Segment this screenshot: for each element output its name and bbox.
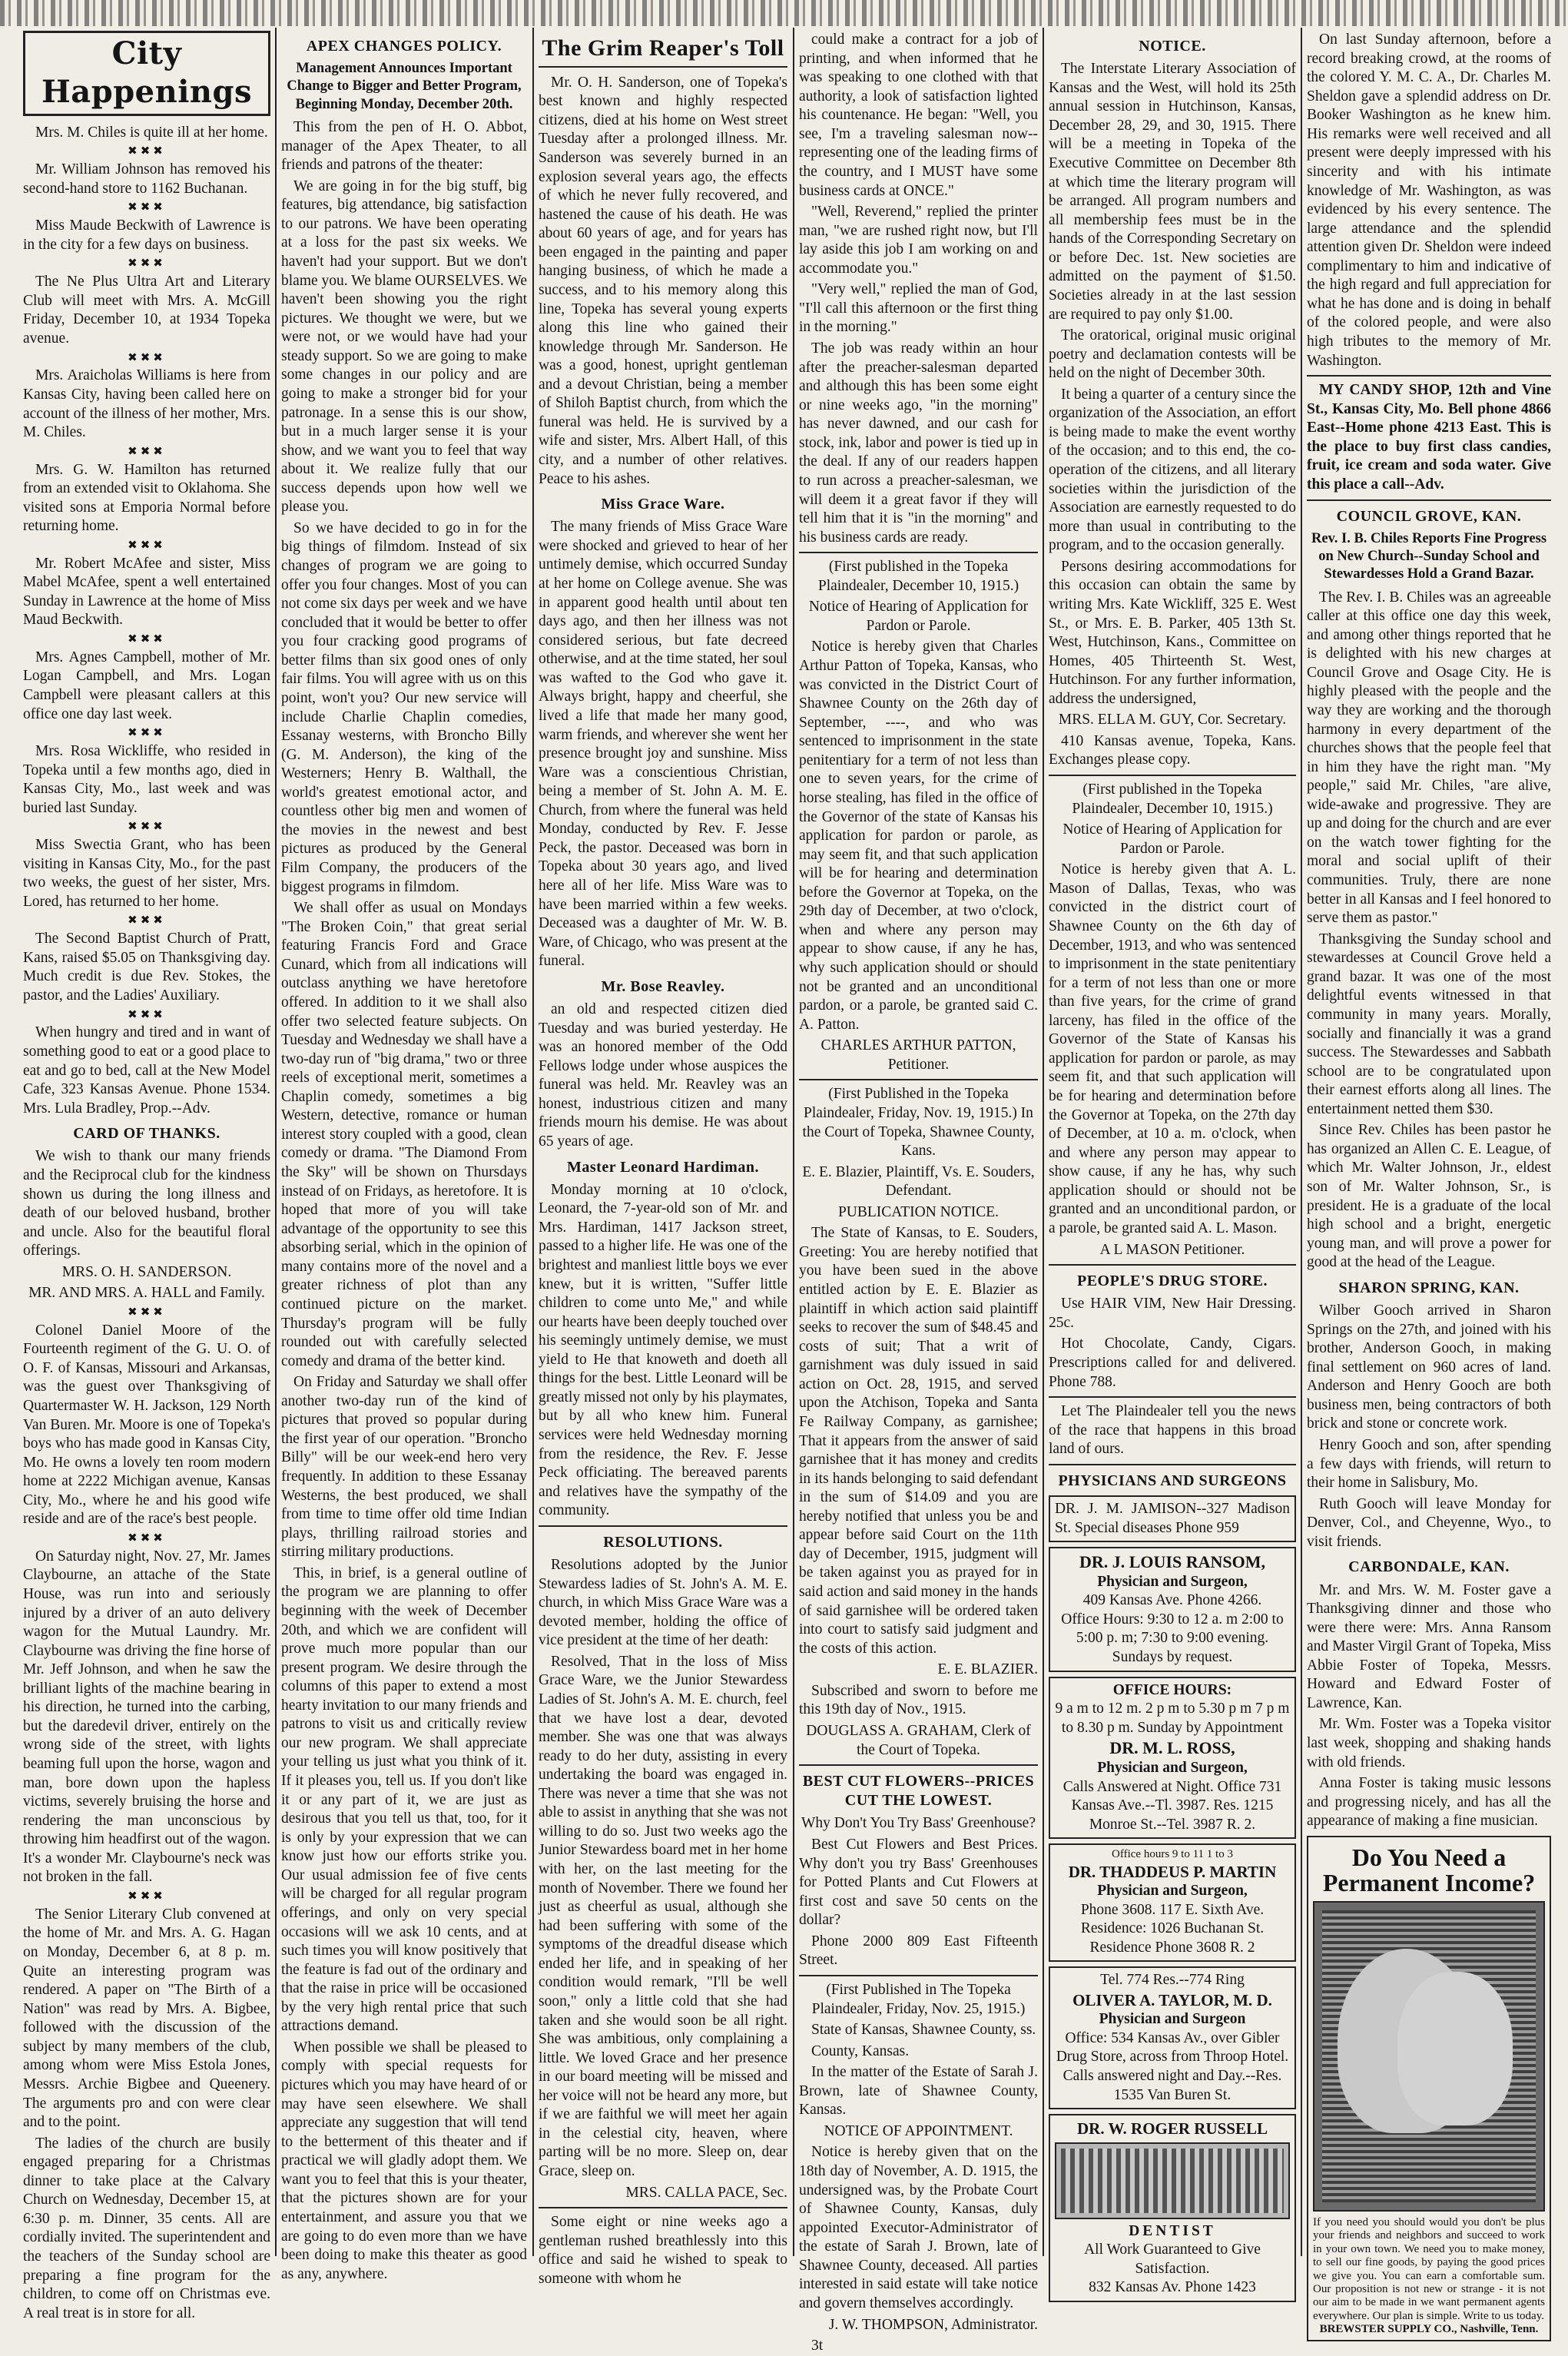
flowers-ad-text: Best Cut Flowers and Best Prices. Why don't you try Bass' Greenhouses for Potted Plants and Cut Flowers at first cost and save 50 cents on the dollar? (799, 1837, 1038, 1929)
article-paragraph: Henry Gooch and son, after spending a few days with friends, will return to their home in Salisbury, Mo. (1307, 1436, 1551, 1492)
notice-text: It being a quarter of a century since the organization of the Association, an effort is being made to make the event worthy of the occasion; and to this end, the co-operation of the citizens, and all literary societies within the jurisdiction of the Association are earnestly requested to do more than usual in contributing to the program, and to the occasion generally. (1049, 386, 1296, 554)
obituary-heading: Mr. Bose Reavley. (601, 977, 725, 995)
flowers-ad-question: Why Don't You Try Bass' Greenhouse? (801, 1815, 1036, 1832)
publication-line: (First published in the Topeka Plaindealer, December 10, 1915.) (817, 559, 1019, 594)
card-of-thanks-signature: MRS. O. H. SANDERSON. (61, 1263, 232, 1280)
russell-address: 832 Kansas Av. Phone 1423 (1089, 2279, 1256, 2296)
jamison-card (1049, 1495, 1296, 1542)
notice-address: 410 Kansas avenue, Topeka, Kans. Exchanges please copy. (1049, 732, 1296, 768)
separator-ornament: ✖✖✖ (128, 1306, 166, 1319)
carbondale-heading: CARBONDALE, KAN. (1348, 1558, 1510, 1576)
notice-heading: NOTICE. (1139, 38, 1206, 55)
separator-ornament: ✖✖✖ (128, 914, 166, 927)
column-grim-reaper (539, 31, 787, 2287)
notice-text: The oratorical, original music original poetry and declamation contests will be held on the night of December 30th. (1049, 327, 1296, 382)
plaindealer-promo: Let The Plaindealer tell you the news of the race that happens in this broad land of ours. (1049, 1403, 1296, 1458)
news-item: When hungry and tired and in want of something good to eat or a good place to eat and go to bed, call at the New Model Cafe, 323 Kansas Avenue. Phone 1534. Mrs. Lula Bradley, Prop.--Adv. (23, 1024, 270, 1117)
obituary-heading: Miss Grace Ware. (601, 496, 725, 513)
torn-top-edge (0, 0, 1568, 26)
divider (1307, 375, 1551, 377)
divider (1049, 1396, 1296, 1398)
article-paragraph: Monday morning at 10 o'clock, Leonard, the 7-year-old son of Mr. and Mrs. Hardiman, 1417 Jackson street, passed to a higher life. He was one of the brightest and manliest little boys we ever knew, but it is written, "Suffer little children to come unto Me," and while our hearts have been deeply touched over his seemingly untimely demise, we must yield to He that knoweth and doeth all things for the best. Little Leonard will be greatly missed not only by his playmates, but by all who knew him. Funeral services were held Wednesday morning from the residence, the Rev. F. Jesse Peck officiating. The bereaved parents and relatives have the sympathy of the community. (539, 1181, 787, 1519)
article-paragraph: an old and respected citizen died Tuesday and was buried yesterday. He was an honored member of the Odd Fellows lodge under whose auspices the funeral was held. Mr. Reavley was an honest, industrious citizen and many friends mourn his demise. He was about 65 years of age. (539, 1001, 787, 1150)
column-notices (799, 31, 1038, 2354)
news-item: Mr. Robert McAfee and sister, Miss Mabel McAfee, spent a well entertained Sunday in Lawrence at the home of Miss Maud Beckwith. (23, 555, 270, 629)
separator-ornament: ✖✖✖ (128, 539, 166, 552)
ross-address: Calls Answered at Night. Office 731 Kansas Ave.--Tl. 3987. Res. 1215 Monroe St.--Tel. 3987 R. 2. (1062, 1778, 1282, 1833)
article-paragraph: Ruth Gooch will leave Monday for Denver, Col., and Cheyenne, Wyo., to visit friends. (1307, 1495, 1551, 1550)
column-city-happenings (23, 31, 270, 2321)
separator-ornament: ✖✖✖ (128, 727, 166, 740)
notice-text: Notice is hereby given that Charles Arthur Patton of Topeka, Kansas, who was convicted in the District Court of Shawnee County on the 26th day of September, ----, and who was sentenced to imprisonment in the state penitentiary for a term of not less than one to seven years, for the crime of horse stealing, has filed in the office of the Governor of the state of Kansas his application for pardon or parole, as may seem fit, and that such application will be for hearing and determination before the Governor at Topeka, on the 29th day of December, at two o'clock, when and where any person may appear to show cause, if any he has, why such application should or should not be granted and an unconditional pardon, or a parole, be granted said C. A. Patton. (799, 639, 1038, 1033)
separator-ornament: ✖✖✖ (128, 632, 166, 645)
ross-hours: 9 a m to 12 m. 2 p m to 5.30 p m 7 p m to 8.30 p m. Sunday by Appointment (1055, 1701, 1290, 1736)
article-paragraph: This from the pen of H. O. Abbot, manager of the Apex Theater, to all friends and patrons of the theater: (281, 119, 527, 174)
income-ad (1307, 1836, 1551, 2341)
notice-sworn: Subscribed and sworn to before me this 19th day of Nov., 1915. (799, 1682, 1038, 1718)
drug-store-line: Use HAIR VIM, New Hair Dressing. 25c. (1049, 1296, 1296, 1331)
news-item: Mrs. Rosa Wickliffe, who resided in Topeka until a few months ago, died in Kansas City, Mo., last week and was buried last Sunday. (23, 742, 270, 816)
news-item: Mrs. Araicholas Williams is here from Kansas City, having been called here on account of the illness of her mother, Mrs. M. Chiles. (23, 367, 270, 441)
divider (1049, 1464, 1296, 1465)
income-ad-text: If you need you should would you don't be plus your friends and neighbors and succeed to work in your own town. We need you to make money, to sell our fine goods, by paying the good prices we give you. You can earn a comfortable sum. Our proposition is not new or strange - it is not our aim to be made in we want permanent agents everywhere. Our plan is simple. Write to us today. (1313, 2216, 1545, 2322)
martin-office-hours: Office hours 9 to 11 1 to 3 (1112, 1848, 1233, 1861)
insertion-count: 3t (811, 2338, 824, 2354)
article-paragraph: Resolved, That in the loss of Miss Grace Ware, we the Junior Stewardess Ladies of St. John's A. M. E. church, feel that we have lost a dear, devoted member. She was one that was always ready to do her duty, assisting in every undertaking the board was engaged in. There was never a time that she was not able to assist in anything that she was not willing to do so. Just two weeks ago the Junior Stewardess board met in her home with her, on the last meeting for the month of November. There we found her just as cheerful as usual, although she had been suffering with some of the symptoms of the dreadful disease which ended her life, and in speaking of her condition would remark, "I'll be well soon," only a little cold that she had taken and she would soon be all right. She was ambitious, only complaining a little. We loved Grace and her presence in our board meeting will be missed and her voice will not be heard any more, but if we are faithful we will meet her again in the celestial city, heaven, where parting will be no more. Sleep on, dear Grace, sleep on. (539, 1653, 787, 2180)
notice-venue: State of Kansas, Shawnee County, ss. (811, 2022, 1036, 2039)
taylor-name: OLIVER A. TAYLOR, M. D. (1072, 1990, 1272, 2009)
article-headline: The Grim Reaper's Toll (539, 34, 787, 68)
article-paragraph: Mr. and Mrs. W. M. Foster gave a Thanksgiving dinner and those who were there were: Mrs. Anna Ransom and Master Virgil Grant of Topeka, Miss Abbie Foster of Topeka, Messrs. Howard and Edward Foster of Lawrence, Kan. (1307, 1581, 1551, 1711)
separator-ornament: ✖✖✖ (128, 1531, 166, 1545)
divider (799, 552, 1038, 553)
ross-hours-heading: OFFICE HOURS: (1112, 1681, 1232, 1698)
column-rule (1043, 28, 1044, 2256)
taylor-address: Office: 534 Kansas Av., over Gibler Drug Store, across from Throop Hotel. Calls answered night and Day.--Res. 1535 Van Buren St. (1056, 2029, 1289, 2103)
separator-ornament: ✖✖✖ (128, 445, 166, 458)
column-rule (1301, 28, 1302, 2256)
divider (539, 2207, 787, 2208)
separator-ornament: ✖✖✖ (128, 145, 166, 158)
advertisement-illustration (1313, 1901, 1545, 2212)
news-item: Colonel Daniel Moore of the Fourteenth regiment of the G. U. O. of O. F. of Kansas, Missouri and Arkansas, was the guest over Thanksgiving of Quartermaster W. H. Jackson, 129 North Van Buren. Mr. Moore is one of Topeka's boys who has made good in Kansas City, Mo. He owns a lovely ten room modern home at 2222 Michigan avenue, Kansas City, Mo., where he and his good wife reside and are of the race's best people. (23, 1322, 270, 1528)
notice-heading: NOTICE OF APPOINTMENT. (824, 2122, 1013, 2139)
article-paragraph: The many friends of Miss Grace Ware were shocked and grieved to hear of her untimely demise, which occurred Sunday at her home on College avenue. She was in apparent good health until about ten days ago, and then her illness was not considered serious, but fate decreed otherwise, and at the time stated, her soul was wafted to the God who gave it. Always bright, happy and cheerful, she lived a life that made her many good, warm friends, and wherever she went her presence brought joy and sunshine. Miss Ware was a conscientious Christian, being a member of St. John A. M. E. Church, from where the funeral was held Monday, conducted by Rev. F. Jesse Peck, the pastor. Deceased was born in Topeka about 30 years ago, and lived here all of her life. Miss Ware was to have been married within a few weeks. Deceased was a daughter of Mr. W. B. Ware, of Chicago, who was present at the funeral. (539, 519, 787, 970)
notice-matter: In the matter of the Estate of Sarah J. Brown, late of Shawnee County, Kansas. (799, 2064, 1038, 2119)
article-paragraph: Since Rev. Chiles has been pastor he has organized an Allen C. E. League, of which Mr. Walter Johnson, Jr., eldest son of Mr. Walter Johnson, Sr., is president. He is a graduate of the local high school and a bright, energetic young man, and will prove a power for good at the head of the League. (1307, 1122, 1551, 1271)
separator-ornament: ✖✖✖ (128, 1008, 166, 1021)
ransom-name: DR. J. LOUIS RANSOM, (1079, 1552, 1266, 1572)
martin-name: DR. THADDEUS P. MARTIN (1068, 1862, 1277, 1881)
notice-signature: A L MASON Petitioner. (1099, 1241, 1245, 1258)
article-paragraph: Anna Foster is taking music lessons and progressing nicely, and has all the appearance of making a fine musician. (1307, 1775, 1551, 1830)
taylor-card (1049, 1966, 1296, 2109)
obituary-heading: Master Leonard Hardiman. (567, 1158, 759, 1176)
sharon-spring-heading: SHARON SPRING, KAN. (1338, 1279, 1520, 1296)
separator-ornament: ✖✖✖ (128, 821, 166, 834)
article-paragraph: Some eight or nine weeks ago a gentleman rushed breathlessly into this office and said he wished to speak to someone with whom he (539, 2214, 787, 2287)
article-paragraph: Mr. O. H. Sanderson, one of Topeka's best known and highly respected citizens, died at his home on West street Tuesday after a prolonged illness. Mr. Sanderson was severely burned in an explosion several years ago, the effects of which he never fully recovered, and hastened the cause of his death. He was about 60 years of age, and for years has been engaged in the painting and paper hanging business, of which he made a success, and to his memory along this line, Topeka has several young experts along this line who gained their knowledge through Mr. Sanderson. He was a good, honest, upright gentleman and a devout Christian, being a member of Shiloh Baptist church, from which the funeral was held. He is survived by a wife and sister, Mrs. Albert Hall, of this city, and a number of other relatives. Peace to his ashes. (539, 74, 787, 487)
news-item: Miss Swectia Grant, who has been visiting in Kansas City, Mo., for the past two weeks, the guest of her sister, Mrs. Lored, has returned to her home. (23, 837, 270, 910)
news-item: The Senior Literary Club convened at the home of Mr. and Mrs. A. G. Hagan on Monday, December 6, at 8 p. m. Quite an interesting program was rendered. A paper on "The Birth of a Nation" was read by Mrs. A. Bigbee, followed with the discussion of the subject by many members of the club, among whom were Miss Estola Jones, Messrs. Archie Bigbee and Queenery. The arguments pro and con were clear and to the point. (23, 1906, 270, 2131)
taylor-phone: Tel. 774 Res.--774 Ring (1100, 1972, 1245, 1989)
russell-title: DENTIST (1129, 2222, 1216, 2239)
news-item: Miss Maude Beckwith of Lawrence is in the city for a few days on business. (23, 217, 270, 253)
drug-store-line: Hot Chocolate, Candy, Cigars. Prescriptions called for and delivered. Phone 788. (1049, 1336, 1296, 1390)
article-paragraph: On last Sunday afternoon, before a record breaking crowd, at the rooms of the colored Y. M. C. A., Dr. Charles M. Sheldon gave a splendid address on Dr. Booker Washington as he knew him. His remarks were well received and all present were deeply impressed with his sincerity and with his intimate knowledge of Mr. Washington, as was evidenced by his every sentence. The large attendance and the splendid attention given Dr. Sheldon were indeed complimentary to him and indicative of the high regard and full appreciation for what he has done and is doing in behalf of the colored people, and were also high tributes to the memory of Mr. Washington. (1307, 32, 1551, 369)
news-item: Mrs. M. Chiles is quite ill at her home. (35, 124, 268, 141)
article-paragraph: "Very well," replied the man of God, "I'll call this afternoon or the first thing in the morning." (799, 281, 1038, 336)
notice-text: Notice is hereby given that A. L. Mason of Dallas, Texas, who was convicted in the district court of Shawnee County on the 6th day of December, 1913, and who was sentenced to imprisonment in the state penitentiary for a term of not less than one or more than five years, for the crime of grand larceny, has filed in the office of the Governor of the State of Kansas his application for pardon or parole, as may seem fit, and that such application will be for hearing and determination before the Governor at Topeka, on the 27th day of December, at 10 a. m. o'clock, when and where any person may appear to show cause, if any he has, why such application should or should not be granted and an unconditional pardon, or a parole, be granted said A. L. Mason. (1049, 861, 1296, 1236)
article-paragraph: Wilber Gooch arrived in Sharon Springs on the 27th, and joined with his brother, Anderson Gooch, in making final settlement on 960 acres of land. Anderson and Henry Gooch are both business men, being contractors of both brick and stone or concrete work. (1307, 1302, 1551, 1432)
ransom-address: 409 Kansas Ave. Phone 4266. (1082, 1592, 1262, 1609)
flowers-ad-heading: BEST CUT FLOWERS--PRICES CUT THE LOWEST. (802, 1773, 1035, 1810)
physicians-heading: PHYSICIANS AND SURGEONS (1058, 1472, 1287, 1489)
notice-clerk: DOUGLASS A. GRAHAM, Clerk of the Court of Topeka. (806, 1722, 1031, 1758)
article-paragraph: Thanksgiving the Sunday school and stewardesses at Council Grove held a grand bazar. It was one of the most delightful events witnessed in that community in many years. Morally, socially and financially it was a grand success. The Stewardesses and Sabbath school are to be congratulated upon their earnest efforts along all lines. The entertainment netted them $30. (1307, 931, 1551, 1117)
resolution-signature: MRS. CALLA PACE, Sec. (625, 2184, 787, 2201)
column-rule (793, 28, 794, 2256)
ross-card (1049, 1677, 1296, 1840)
card-of-thanks-signature: MR. AND MRS. A. HALL and Family. (28, 1285, 265, 1302)
news-item: The Second Baptist Church of Pratt, Kans, raised $5.05 on Thanksgiving day. Much credit is due Rev. Stokes, the pastor, and the Ladies' Auxiliary. (23, 931, 270, 1004)
publication-line: (First published in the Topeka Plaindealer, December 10, 1915.) (1072, 781, 1273, 817)
news-items (23, 124, 270, 1118)
separator-ornament: ✖✖✖ (128, 1890, 166, 1903)
article-paragraph: Resolutions adopted by the Junior Stewardess ladies of St. John's A. M. E. church, in which Miss Grace Ware was a devoted member, holding the office of vice president at the time of her death: (539, 1557, 787, 1649)
russell-text: All Work Guaranteed to Give Satisfaction. (1084, 2242, 1261, 2277)
council-grove-subheading: Rev. I. B. Chiles Reports Fine Progress on New Church--Sunday School and Stewardesses Hold a Grand Bazar. (1311, 530, 1547, 582)
news-item: The ladies of the church are busily engaged preparing for a Christmas dinner to take place at the Calvary Church on Wednesday, December 15, at 6:30 p. m. Dinner, 35 cents. All are cordially invited. The superintendent and the teachers of the Sunday school are preparing a fine program for the children, to come off on Christmas eve. A real treat is in store for all. (23, 2135, 270, 2321)
divider (1307, 499, 1551, 501)
divider (539, 1525, 787, 1527)
notice-parties: E. E. Blazier, Plaintiff, Vs. E. Souders, Defendant. (802, 1163, 1035, 1200)
column-apex-policy (281, 31, 527, 2282)
ross-name: DR. M. L. ROSS, (1109, 1738, 1235, 1758)
notice-text: The State of Kansas, to E. Souders, Greeting: You are hereby notified that you have been sued in the above entitled action by E. E. Blazier as plaintiff in which action said plaintiff seeks to recover the sum of $48.45 and costs of suit; That a writ of garnishment was duly issued in said action on Oct. 28, 1915, and served upon the Atchison, Topeka and Santa Fe Railway Company, as garnishee; That it appears from the answer of said garnishee that it has money and credits in its hands belonging to said defendant in the sum of $14.09 and you are hereby notified that unless you be and appear before said Court on the 11th day of December, 1915, judgment will be taken against you as prayed for in said action and said money in the hands of said garnishee will be ordered taken into court to satisfy said judgment and the costs of this action. (799, 1225, 1038, 1657)
card-of-thanks-text: We wish to thank our many friends and the Reciprocal club for the kindness shown us during the long illness and death of our beloved husband, brother and uncle. Also for the beautiful floral offerings. (23, 1148, 270, 1259)
column-notices-physicians (1049, 31, 1296, 2296)
article-paragraph: We are going in for the big stuff, big features, big attendance, big satisfaction to our patrons. We have been operating at a loss for the past six weeks. We haven't had your support. But we don't blame you. We blame OURSELVES. We haven't been showing you the right pictures. We thought we were, but we were not, or we would have had your steady support. So we are going to make some changes in our policy and are going to make a stronger bid for your patronage. In a sense this is our show, but in a much larger sense it is your show, and we want you to feel that way about it. We realize fully that our success depends upon how well we please you. (281, 178, 527, 516)
article-subheadline: Management Announces Important Change to Bigger and Better Program, Beginning Monday, December 20th. (287, 61, 522, 112)
news-item: Mrs. Agnes Campbell, mother of Mr. Logan Campbell, and Mrs. Logan Campbell were pleasant callers at this office one day last week. (23, 649, 270, 722)
taylor-title: Physician and Surgeon (1099, 2011, 1246, 2028)
russell-name: DR. W. ROGER RUSSELL (1077, 2119, 1268, 2139)
card-of-thanks-heading: CARD OF THANKS. (73, 1125, 220, 1143)
news-item: The Ne Plus Ultra Art and Literary Club will meet with Mrs. A. McGill Friday, December 10, at 1934 Topeka avenue. (23, 274, 270, 347)
column-sheldon-towns (1307, 31, 1551, 2336)
notice-signature: CHARLES ARTHUR PATTON, Petitioner. (820, 1037, 1016, 1073)
article-paragraph: The job was ready within an hour after the preacher-salesman departed and although this has been some eight or nine weeks ago, "in the morning" has never dawned, and our cash for stock, ink, labor and power is tied up in the deal. If any of our readers happen to run across a preacher-salesman, we will deem it a great favor if they will tell him that it is "in the morning" and his business cards are ready. (799, 340, 1038, 546)
ransom-card (1049, 1547, 1296, 1672)
article-paragraph: We shall offer as usual on Mondays "The Broken Coin," that great serial featuring Francis Ford and Grace Cunard, which from all indications will outclass anything we have heretofore offered. In addition to it we shall also offer two selected feature subjects. On Tuesday and Wednesday we shall have a two-day run of "big drama," two or three reels of exceptional merit, sometimes a Chaplin comedy, sometimes a big Western, detective, romance or human interest story coupled with a good, clean comedy or drama. "The Diamond From the Sky" will be shown on Thursdays instead of on Fridays, as heretofore. It is hoped that more of you will take advantage of the opportunity to see this absorbing serial, which in the opinion of many contains more of the novel and a greater richness of plot than any continued picture on the market. Thursday's program will be fully rounded out with carefully selected comedy and drama of the better kind. (281, 900, 527, 1369)
ransom-title: Physician and Surgeon, (1097, 1573, 1248, 1590)
separator-ornament: ✖✖✖ (128, 257, 166, 270)
ross-title: Physician and Surgeon, (1097, 1760, 1248, 1776)
divider (799, 1975, 1038, 1976)
publication-line: (First Published in the Topeka Plaindealer, Friday, Nov. 19, 1915.) In the Court of Topeka, Shawnee County, Kans. (802, 1086, 1035, 1160)
resolutions-heading: RESOLUTIONS. (603, 1533, 723, 1551)
article-paragraph: could make a contract for a job of printing, and when informed that he was speaking to one clothed with that authority, a look of satisfaction lighted his countenance. He began: "Well, you see, I'm a traveling salesman now--representing one of the leading firms of the country, and I MUST have some business cards at ONCE." (799, 32, 1038, 199)
notice-text: Notice is hereby given that on the 18th day of November, A. D. 1915, the undersigned was, by the Probate Court of Shawnee County, Kansas, duly appointed Executor-Administrator of the estate of Sarah J. Brown, late of Shawnee County, deceased. All parties interested in said estate will take notice and govern themselves accordingly. (799, 2144, 1038, 2311)
divider (1049, 1264, 1296, 1266)
notice-heading: Notice of Hearing of Application for Pardon or Parole. (808, 599, 1029, 634)
martin-address: Phone 3608. 117 E. Sixth Ave. Residence: 1026 Buchanan St. Residence Phone 3608 R. 2 (1080, 1901, 1265, 1956)
notice-signature: E. E. BLAZIER. (937, 1661, 1038, 1678)
russell-card (1049, 2114, 1296, 2302)
ransom-hours: Office Hours: 9:30 to 12 a. m 2:00 to 5:00 p. m; 7:30 to 9:00 evening. Sundays by request. (1061, 1611, 1284, 1666)
martin-title: Physician and Surgeon, (1097, 1883, 1248, 1900)
article-paragraph: Mr. Wm. Foster was a Topeka visitor last week, shopping and shaking hands with old friends. (1307, 1716, 1551, 1770)
column-rule (532, 28, 534, 2256)
martin-card (1049, 1843, 1296, 1962)
divider (799, 1764, 1038, 1766)
article-headline: APEX CHANGES POLICY. (306, 38, 502, 55)
article-paragraph: On Friday and Saturday we shall offer another two-day run of the kind of pictures that proved so popular during the first year of our operation. "Broncho Billy" will be our week-end hero very frequently. In addition to these Essanay Westerns, the best produced, we shall from time to time offer old time Indian plays, thrilling railroad stories and stirring military productions. (281, 1374, 527, 1561)
publication-line: (First Published in The Topeka Plaindealer, Friday, Nov. 25, 1915.) (811, 1981, 1026, 2017)
income-ad-headline: Do You Need a Permanent Income? (1322, 1843, 1536, 1897)
divider (1049, 775, 1296, 776)
flowers-ad-address: Phone 2000 809 East Fifteenth Street. (799, 1933, 1038, 1969)
article-paragraph: The Rev. I. B. Chiles was an agreeable caller at this office one day this week, and among other things reported that he is delighted with his new charges at Council Grove and Osage City. He is highly pleased with the people and the way they are working and the thorough harmony in every department of the churches shows that the people feel that in him they have the right man. "My people," said Mr. Chiles, "are alive, wide-awake and progressive. They are up and doing for the church and are ever on the watch tower fighting for the moral and social uplift of their communities. Truly, there are none better in all Kansas and I feel honored to serve them as pastor." (1307, 589, 1551, 927)
teeth-illustration (1055, 2142, 1290, 2219)
jamison-text: DR. J. M. JAMISON--327 Madison St. Special diseases Phone 959 (1055, 1500, 1290, 1536)
notice-text: Persons desiring accommodations for this occasion can obtain the same by writing Mrs. Kate Wickliff, 325 E. West St., or Mrs. E. B. Parker, 405 13th St. West, Hutchinson, Kans., Committee on Homes, 405 Thirteenth St. West, Hutchinson. For any further information, address the undersigned, (1049, 558, 1296, 707)
candy-shop-ad: MY CANDY SHOP, 12th and Vine St., Kansas City, Mo. Bell phone 4866 East--Home phone 4213 East. This is the place to buy first class candies, fruit, ice cream and soda water. Give this place a call--Adv. (1307, 382, 1551, 493)
news-item: On Saturday night, Nov. 27, Mr. James Claybourne, an attache of the State House, was run into and seriously injured by a driver of an auto delivery wagon for the Mutual Laundry. Mr. Claybourne was driving the fine horse of Mr. Jeff Johnson, and when he saw the brilliant lights of the machine bearing in his direction, he turned into the carbing, but the daredevil driver, entirely on the wrong side of the street, with lights beaming full upon the horse, wagon and man, bore down upon the hapless victims, severely bruising the horse and rendering the man unconscious by throwing him headfirst out of the wagon. It's a wonder Mr. Claybourne's neck was not broken in the fall. (23, 1548, 270, 1886)
notice-heading: Notice of Hearing of Application for Pardon or Parole. (1062, 821, 1282, 857)
separator-ornament: ✖✖✖ (128, 201, 166, 214)
article-paragraph: "Well, Reverend," replied the printer man, "we are rushed right now, but I'll lay aside this job I am working on and accommodate you." (799, 204, 1038, 277)
income-ad-company: BREWSTER SUPPLY CO., Nashville, Tenn. (1319, 2323, 1539, 2336)
section-title-city-happenings: City Happenings (23, 31, 270, 116)
divider (799, 1079, 1038, 1080)
drug-store-heading: PEOPLE'S DRUG STORE. (1076, 1273, 1268, 1290)
column-rule (275, 28, 277, 2256)
notice-heading: PUBLICATION NOTICE. (837, 1203, 999, 1220)
notice-text: The Interstate Literary Association of Kansas and the West, will hold its 25th annual session in Hutchinson, Kansas, December 28, 29, and 30, 1915. There will be a meeting in Topeka of the Executive Committee on December 8th at which time the literary program will be arranged. All program numbers and all membership fees must be in the hands of the Corresponding Secretary on or before Dec. 1st. New societies are admitted on the payment of $1.50. Societies already in at the last session are required to pay only $1.00. (1049, 61, 1296, 323)
notice-signature: MRS. ELLA M. GUY, Cor. Secretary. (1058, 712, 1287, 728)
news-item: Mrs. G. W. Hamilton has returned from an extended visit to Oklahoma. She visited sons at Emporia Normal before returning home. (23, 461, 270, 535)
news-item: Mr. William Johnson has removed his second-hand store to 1162 Buchanan. (23, 161, 270, 197)
separator-ornament: ✖✖✖ (128, 351, 166, 364)
notice-venue: County, Kansas. (811, 2042, 910, 2059)
article-paragraph: This, in brief, is a general outline of the program we are planning to offer beginning with the week of December 20th, and which we are confident will prove much more popular than our present program. We desire through the columns of this paper to extend a most hearty invitation to our many friends and patrons to visit us and critically review our new program. We shall appreciate your telling us just what you think of it. If it pleases you, tell us. If you don't like it or any part of it, we are just as desirous that you tell us that, too, for it is only by your expression that we can know just how our efforts strike you. Our usual admission fee of five cents will be charged for all regular program offerings, and only on very special occasions will we ask 10 cents, and at such times you will know positively that the feature is fad out of the ordinary and that the raise in price will be occasioned by the very high rental price that such attractions demand. (281, 1565, 527, 2035)
article-paragraph: When possible we shall be pleased to comply with special requests for pictures which you may have heard of or may have seen elsewhere. We shall appreciate any suggestion that will tend to the betterment of this theater and if practical we will gladly adopt them. We want you to feel that this is your theater, that the pictures shown are for your entertainment, and assure you that we are going to do even more than we have been doing to make this theater as good as any, anywhere. (281, 2039, 527, 2282)
article-paragraph: So we have decided to go in for the big things of filmdom. Instead of six changes of program we are going to offer you four changes. Most of you can not come six days per week and we have concluded that it would be better to offer you four cracking good programs of better films than six good ones of only fair films. You will agree with us on this point, won't you? Our new service will include Charlie Chaplin comedies, Essanay westerns, with Broncho Billy (G. M. Anderson), the king of the Westerners; Henry B. Walthall, the world's greatest emotional actor, and countless other big men and women of the movies in the newest and best pictures as produced by the General Film Company, the producers of the biggest programs in filmdom. (281, 519, 527, 895)
council-grove-heading: COUNCIL GROVE, KAN. (1336, 507, 1522, 525)
notice-signature: J. W. THOMPSON, Administrator. (828, 2316, 1038, 2333)
